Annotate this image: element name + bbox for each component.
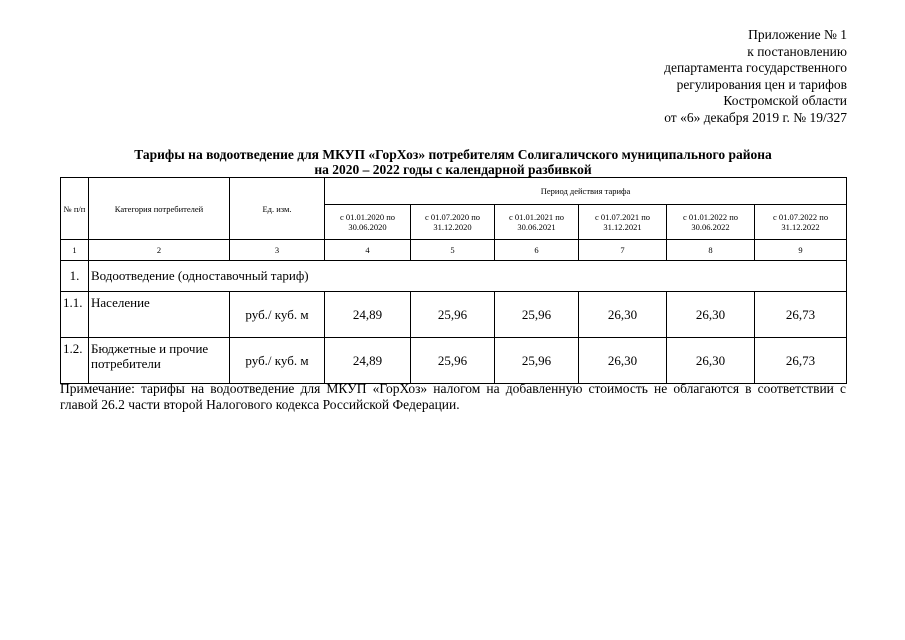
header-category: Категория потребителей — [89, 178, 230, 240]
appendix-header — [664, 27, 847, 126]
appendix-line-department: департамента государственного — [664, 60, 847, 75]
column-index: 1 — [61, 240, 89, 261]
row-unit: руб./ куб. м — [230, 292, 325, 338]
header-period-4: с 01.07.2021 по 31.12.2021 — [579, 205, 667, 240]
footnote: Примечание: тарифы на водоотведение для МКУП «ГорХоз» налогом на добавленную стоимость не облагаются в соответствии с главой 26.2 части второй Налогового кодекса Российской Федерации. — [60, 381, 846, 412]
column-index: 4 — [325, 240, 411, 261]
column-index: 2 — [89, 240, 230, 261]
appendix-line-regulation: регулирования цен и тарифов — [676, 76, 847, 92]
column-index: 5 — [411, 240, 495, 261]
section-row — [61, 261, 847, 292]
column-index: 9 — [755, 240, 847, 261]
document-title-line-2: на 2020 – 2022 годы с календарной разбивкой — [314, 162, 592, 177]
header-period-5: с 01.01.2022 по 30.06.2022 — [667, 205, 755, 240]
section-label: Водоотведение (одноставочный тариф) — [89, 261, 847, 292]
appendix-line-date: от «6» декабря 2019 г. № 19/327 — [664, 109, 847, 125]
tariff-value: 25,96 — [411, 338, 495, 384]
row-num: 1.2. — [61, 338, 89, 384]
appendix-line-resolution: к постановлению — [747, 43, 847, 59]
header-num: № п/п — [61, 178, 89, 240]
column-index: 6 — [495, 240, 579, 261]
tariff-value: 26,73 — [755, 338, 847, 384]
row-category: Население — [89, 292, 230, 338]
row-unit: руб./ куб. м — [230, 338, 325, 384]
header-period: Период действия тарифа — [325, 178, 847, 205]
document-title-line-1: Тарифы на водоотведение для МКУП «ГорХоз» потребителям Солигаличского муниципального района — [134, 147, 772, 162]
column-index: 3 — [230, 240, 325, 261]
tariff-value: 25,96 — [411, 292, 495, 338]
table-row — [61, 338, 847, 384]
header-period-6: с 01.07.2022 по 31.12.2022 — [755, 205, 847, 240]
column-index: 7 — [579, 240, 667, 261]
header-period-3: с 01.01.2021 по 30.06.2021 — [495, 205, 579, 240]
tariff-value: 26,30 — [579, 292, 667, 338]
tariff-value: 26,30 — [667, 292, 755, 338]
tariff-value: 24,89 — [325, 292, 411, 338]
row-num: 1.1. — [61, 292, 89, 338]
column-index: 8 — [667, 240, 755, 261]
row-category: Бюджетные и прочие потребители — [89, 338, 230, 384]
document-title — [60, 147, 846, 177]
table-row — [61, 292, 847, 338]
tariffs-table — [60, 177, 847, 384]
tariff-value: 26,30 — [579, 338, 667, 384]
tariff-value: 24,89 — [325, 338, 411, 384]
appendix-number: Приложение № 1 — [748, 27, 847, 42]
column-index-row — [61, 240, 847, 261]
tariff-value: 26,30 — [667, 338, 755, 384]
tariff-value: 25,96 — [495, 292, 579, 338]
tariff-value: 26,73 — [755, 292, 847, 338]
table-header-row — [61, 178, 847, 205]
header-unit: Ед. изм. — [230, 178, 325, 240]
appendix-line-region: Костромской области — [723, 93, 847, 108]
header-period-2: с 01.07.2020 по 31.12.2020 — [411, 205, 495, 240]
header-period-1: с 01.01.2020 по 30.06.2020 — [325, 205, 411, 240]
tariff-value: 25,96 — [495, 338, 579, 384]
section-num: 1. — [61, 261, 89, 292]
